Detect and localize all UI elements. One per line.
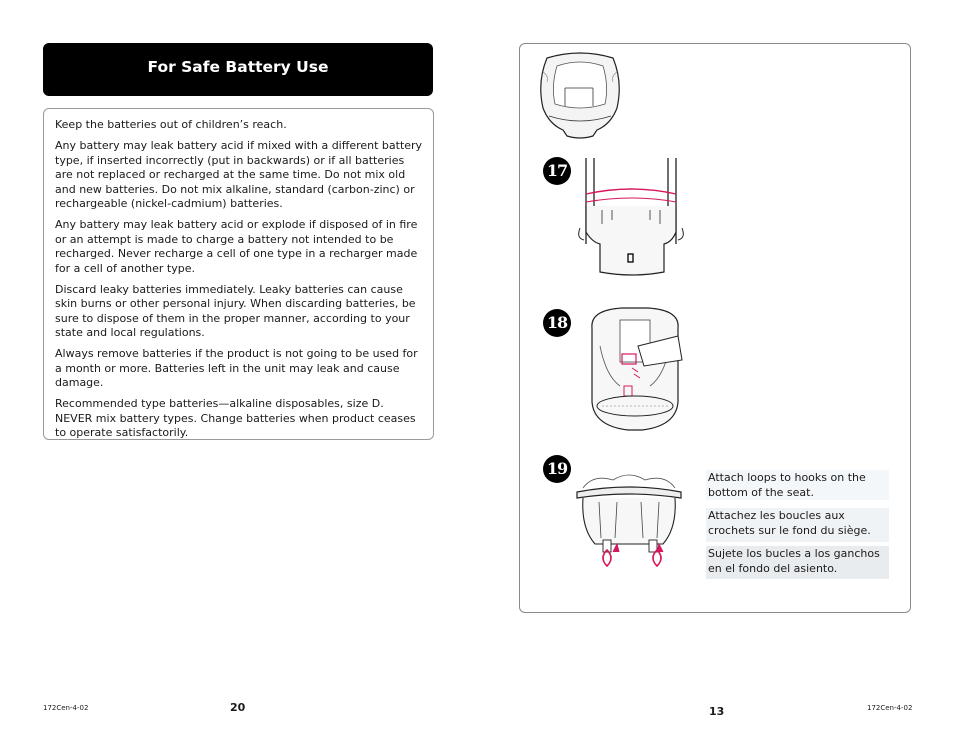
warning-paragraph: Keep the batteries out of children’s reach. [55,118,287,131]
section-title: For Safe Battery Use [147,58,329,76]
never-mix-batteries: NEVER mix battery types. Change batteries when product ceases to operate satisfactorily. [55,411,416,439]
recommended-batteries: Recommended type batteries—alkaline disposables, size D. [55,397,384,410]
seat-illustration-step-18 [582,306,688,436]
caption-spanish: Sujete los bucles a los ganchos en el fondo del asiento. [706,546,889,579]
seat-illustration-step-19 [573,468,685,590]
seat-illustration-top [535,52,625,140]
step-number-17: 17 [543,157,571,185]
step-number-18: 18 [543,309,571,337]
battery-warnings-box [43,108,434,440]
section-header [43,43,433,96]
caption-french: Attachez les boucles aux crochets sur le fond du siège. [706,508,889,542]
footer-code-right: 172Cen-4-02 [867,704,913,712]
battery-warnings-text [55,118,425,441]
page-number-right: 13 [709,705,725,718]
page-number-left: 20 [230,701,246,714]
warning-paragraph-final [55,397,425,441]
warning-paragraph: Any battery may leak battery acid if mixed with a different battery type, if inserted incorrectly (put in backwards) or if all batteries are not replaced or recharged at the same time. Do not mix old and new batteries. Do not mix alkaline, standard (carbon-zinc) or rechargeable (nickel-cadmium) batteries. [55,139,423,210]
seat-illustration-step-17 [572,154,688,286]
warning-paragraph: Any battery may leak battery acid or explode if disposed of in fire or an attempt is made to charge a battery not intended to be recharged. Never recharge a cell of one type in a recharger made for a cell of another type. [55,218,418,275]
footer-code-left: 172Cen-4-02 [43,704,89,712]
caption-english: Attach loops to hooks on the bottom of the seat. [706,470,889,500]
warning-paragraph: Discard leaky batteries immediately. Leaky batteries can cause skin burns or other personal injury. When discarding batteries, be sure to dispose of them in the proper manner, according to your state and local regulations. [55,282,416,339]
warning-paragraph: Always remove batteries if the product is not going to be used for a month or more. Batteries left in the unit may leak and cause damage. [55,347,418,389]
step-number-19: 19 [543,455,571,483]
